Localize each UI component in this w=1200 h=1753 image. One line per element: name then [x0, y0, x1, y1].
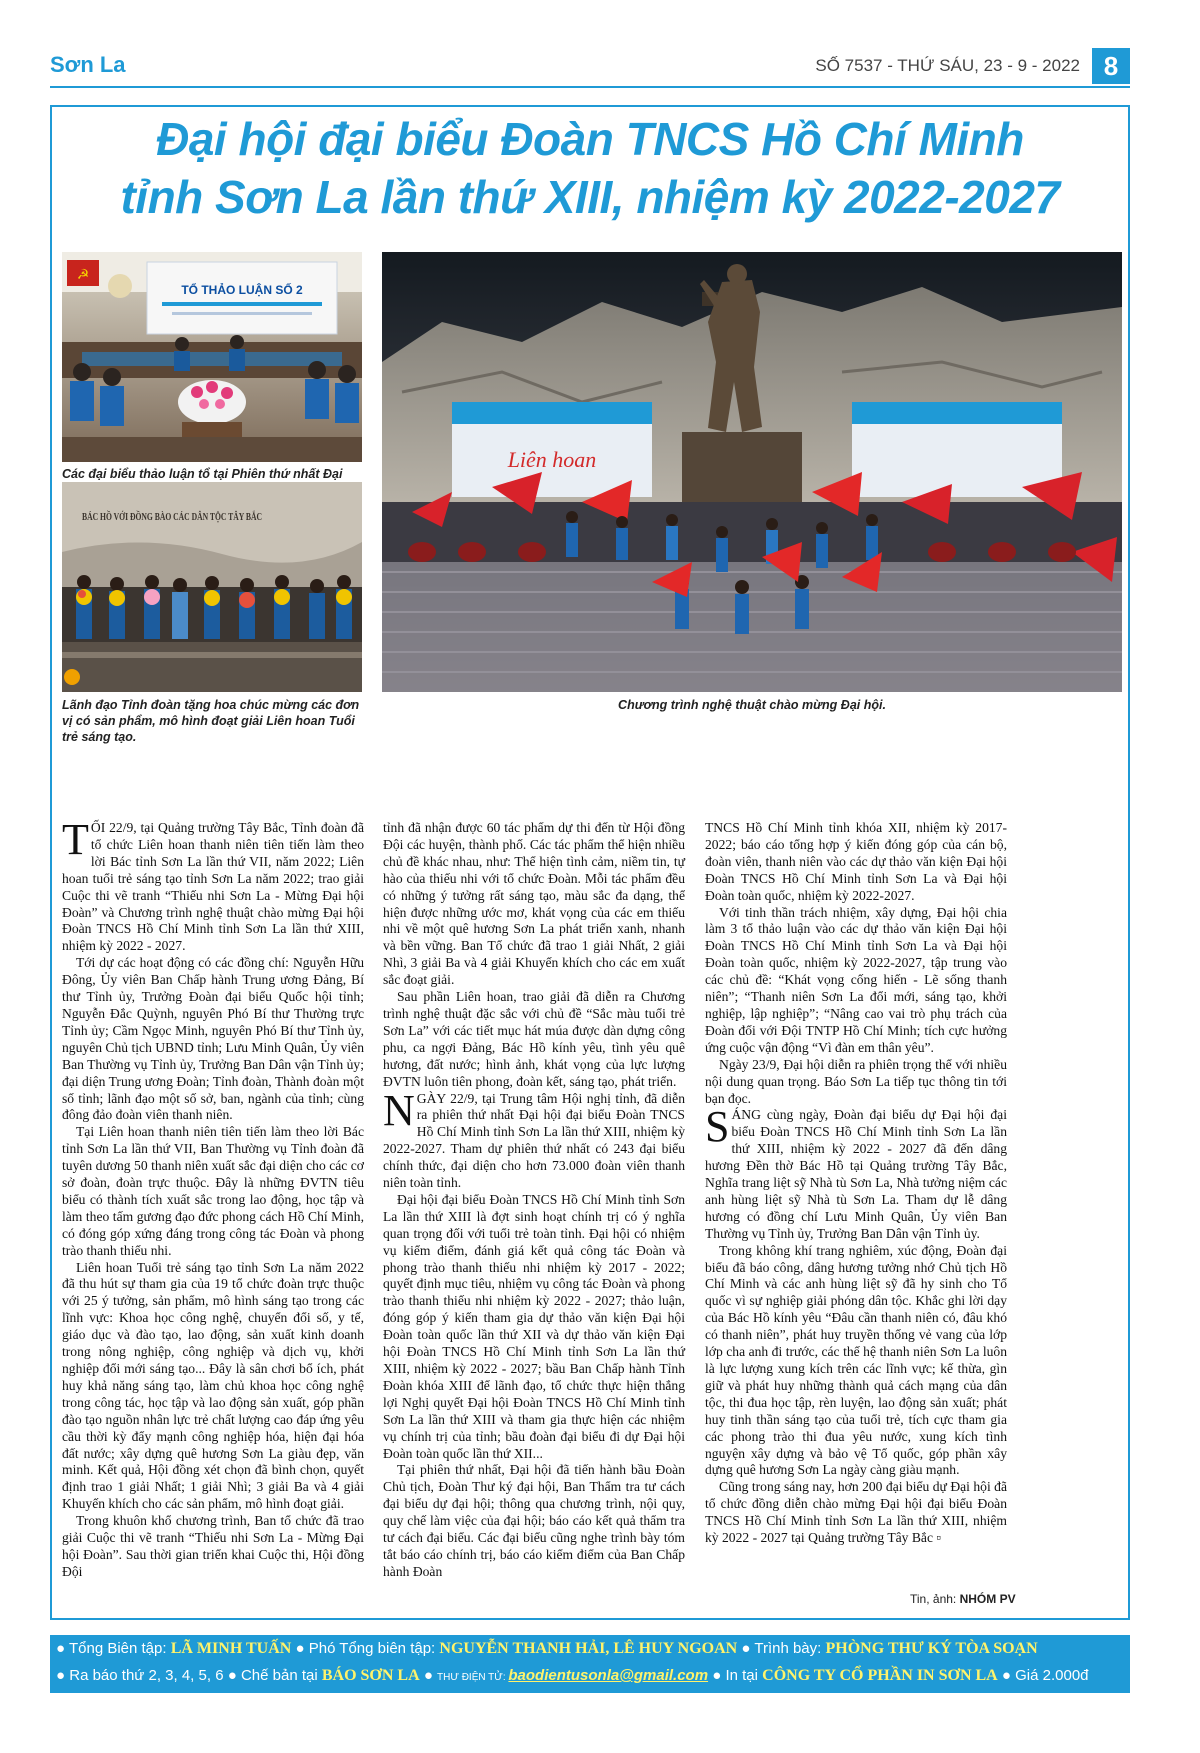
article-paragraph [705, 1057, 1007, 1108]
article-paragraph [62, 1124, 364, 1259]
article-paragraph [705, 1243, 1007, 1480]
footer-bullet: ● [712, 1667, 726, 1684]
footer-line-2 [56, 1667, 1089, 1685]
issue-info: SỐ 7537 - THỨ SÁU, 23 - 9 - 2022 [815, 56, 1080, 75]
masthead-footer [50, 1635, 1130, 1693]
photo-award-ceremony [62, 482, 362, 692]
caption-discussion: Các đại biểu thảo luận tổ tại Phiên thứ nhất Đại [62, 467, 343, 481]
email-label: THƯ ĐIỆN TỬ: [437, 1672, 509, 1683]
paragraph-text: Tại Liên hoan thanh niên tiên tiến làm theo lời Bác tỉnh Sơn La lần thứ VII, Ban Thường vụ Tỉnh đoàn đã tuyên dương 50 thanh niên xuất sắc đại diện cho các cơ sở đoàn, đoàn trực thuộc. Đây là những ĐVTN tiêu biểu có thành tích xuất sắc trong lao động, học tập và làm theo tấm gương đạo đức phong cách Hồ Chí Minh, có đóng góp xứng đáng trong công tác Đoàn và phong trào thanh thiếu nhi. [62, 1124, 364, 1258]
article-paragraph [62, 1260, 364, 1514]
title-line-2: tỉnh Sơn La lần thứ XIII, nhiệm kỳ 2022-2027 [120, 171, 1060, 223]
article-paragraph [383, 820, 685, 989]
paragraph-text: Cũng trong sáng nay, hơn 200 đại biểu dự Đại hội đã tổ chức đồng diễn chào mừng Đại hội đại biểu Đoàn TNCS Hồ Chí Minh tỉnh Sơn La lần thứ XIII, nhiệm kỳ 2022 - 2027 tại Quảng trường Tây Bắc ▫ [705, 1479, 1007, 1546]
deputy-label: Phó Tổng biên tập: [308, 1640, 440, 1657]
discussion-stage-text: TỔ THẢO LUẬN SỐ 2 [181, 283, 303, 297]
article-column-1 [62, 815, 364, 1581]
photo-discussion-group [62, 252, 362, 462]
award-photo-graphic [62, 482, 362, 692]
article-paragraph [383, 1462, 685, 1580]
article-paragraph [383, 1085, 685, 1192]
paragraph-text: Ngày 23/9, Đại hội diễn ra phiên trọng thể với nhiều nội dung quan trọng. Báo Sơn La tiếp tục thông tin tới bạn đọc. [705, 1056, 1007, 1106]
paragraph-text: ỐI 22/9, tại Quảng trường Tây Bắc, Tỉnh đoàn đã tổ chức Liên hoan thanh niên tiên tiến làm theo lời Bác tỉnh Sơn La lần thứ VII, năm 2022; Liên hoan tuổi trẻ sáng tạo tỉnh Sơn La năm 2022; trao giải Cuộc thi vẽ tranh “Thiếu nhi Sơn La - Mừng Đại hội Đoàn” và Chương trình nghệ thuật chào mừng Đại hội Đoàn TNCS Hồ Chí Minh tỉnh Sơn La lần thứ XIII, nhiệm kỳ 2022 - 2027. [62, 820, 364, 954]
title-line-1: Đại hội đại biểu Đoàn TNCS Hồ Chí Minh [156, 113, 1024, 165]
footer-bullet: ● [295, 1640, 309, 1657]
paragraph-text: ÁNG cùng ngày, Đoàn đại biểu dự Đại hội đại biểu Đoàn TNCS Hồ Chí Minh tỉnh Sơn La lần thứ XIII, nhiệm kỳ 2022 - 2027 đã đến dâng hương Đền thờ Bác Hồ tại Quảng trường Tây Bắc, Nghĩa trang liệt sỹ Nhà tù Sơn La, Nhà tưởng niệm các anh hùng liệt sỹ Nhà tù Sơn La. Tham dự lễ dâng hương có đồng chí Lưu Minh Quân, Ủy viên Ban Thường vụ Tỉnh ủy, Trưởng Ban Dân vận Tỉnh ủy. [705, 1107, 1007, 1241]
footer-bullet: ● [1001, 1667, 1016, 1684]
price-text: Giá 2.000đ [1015, 1667, 1089, 1684]
paragraph-text: Trong không khí trang nghiêm, xúc động, Đoàn đại biểu đã báo công, dâng hương tưởng nhớ Chủ tịch Hồ Chí Minh và các anh hùng liệt sỹ đã hy sinh cho Tổ quốc vì sự nghiệp giải phóng dân tộc. Khắc ghi lời dạy của Bác Hồ kính yêu “Đâu cần thanh niên có, đâu khó có thanh niên”, phát huy truyền thống vẻ vang của lớp lớp cha anh đi trước, các thế hệ thanh niên Sơn La luôn là lực lượng xung kích trên các lĩnh vực; kế thừa, gìn giữ và phát huy những thành quả cách mạng của dân tộc, thi đua học tập, rèn luyện, lao động sản xuất; phát huy tinh thần sáng tạo của tuổi trẻ, tích cực tham gia các phong trào thi đua yêu nước, xung kích tình nguyện xây dựng và bảo vệ Tổ quốc, góp phần xây dựng quê hương Sơn La ngày càng giàu mạnh. [705, 1242, 1007, 1478]
svg-text:☭: ☭ [76, 267, 90, 283]
paragraph-text: GÀY 22/9, tại Trung tâm Hội nghị tỉnh, đã diễn ra phiên thứ nhất Đại hội đại biểu Đoàn TNCS Hồ Chí Minh tỉnh Sơn La lần thứ XIII, nhiệm kỳ 2022-2027. Tham dự phiên thứ nhất có 243 đại biểu chính thức, đại diện cho hơn 73.000 đoàn viên thanh niên toàn tỉnh. [383, 1090, 685, 1191]
header-rule [50, 86, 1130, 88]
page-header [50, 48, 1130, 88]
footer-bullet: ● [741, 1640, 755, 1657]
footer-line-1 [56, 1640, 1038, 1658]
typeset-label: Chế bản tại [240, 1667, 322, 1684]
editor-value: LÃ MINH TUẤN [170, 1640, 292, 1657]
performance-banner-text: Liên hoan [507, 447, 597, 472]
paragraph-text: Liên hoan Tuổi trẻ sáng tạo tỉnh Sơn La năm 2022 đã thu hút sự tham gia của 19 tổ chức đoàn trực thuộc với 25 ý tưởng, sản phẩm, mô hình sáng tạo trong các lĩnh vực: Khoa học công nghệ, chuyển đổi số, y tế, giáo dục và đào tạo, lao động, sản xuất kinh doanh trong nông nghiệp, công nghiệp và dịch vụ, khởi nghiệp đổi mới sáng tạo... Đây là sân chơi bổ ích, phát huy khả năng sáng tạo, làm chủ khoa học công nghệ trong công tác, học tập và lao động sản xuất, góp phần đào tạo nguồn nhân lực trẻ chất lượng cao đáp ứng yêu cầu thời kỳ đẩy mạnh công nghiệp hóa, hiện đại hóa đất nước; xây dựng quê hương Sơn La giàu đẹp, văn minh. Kết quả, Hội đồng xét chọn đã bình chọn, quyết định trao 1 giải Nhất; 1 giải Nhì; 3 giải Ba và 4 giải Khuyến khích cho các sản phẩm, mô hình đoạt giải. [62, 1259, 364, 1512]
article-column-3 [705, 820, 1007, 1547]
newspaper-brand: Sơn La [50, 52, 126, 77]
discussion-photo-graphic [62, 252, 362, 462]
email-link[interactable]: baodientusonla@gmail.com [508, 1667, 709, 1684]
drop-cap: T [62, 815, 89, 864]
typeset-value: BÁO SƠN LA [321, 1667, 420, 1684]
schedule-text: Ra báo thứ 2, 3, 4, 5, 6 [69, 1667, 224, 1684]
footer-bullet: ● [227, 1667, 241, 1684]
article-paragraph [705, 820, 1007, 905]
paragraph-text: Tại phiên thứ nhất, Đại hội đã tiến hành bầu Đoàn Chủ tịch, Đoàn Thư ký đại hội, Ban Thẩm tra tư cách đại biểu dự đại hội; thông qua chương trình, nội quy, quy chế làm việc của đại hội; báo cáo kết quả thẩm tra tư cách đại biểu. Các đại biểu cũng nghe trình bày tóm tắt báo cáo chính trị, báo cáo kiểm điểm của Ban Chấp hành Đoàn [383, 1462, 685, 1579]
paragraph-text: Đại hội đại biểu Đoàn TNCS Hồ Chí Minh tỉnh Sơn La lần thứ XIII là đợt sinh hoạt chính trị có ý nghĩa quan trọng đối với tuổi trẻ toàn tỉnh. Đại hội có nhiệm vụ kiểm điểm, đánh giá kết quả công tác Đoàn và phong trào thanh thiếu nhi nhiệm kỳ 2017 - 2022; quyết định mục tiêu, nhiệm vụ công tác Đoàn và phong trào thanh thiếu nhi nhiệm kỳ 2022 - 2027; thảo luận, đóng góp ý kiến tham gia dự thảo văn kiện Đại hội Đoàn toàn quốc lần thứ XII và dự thảo văn kiện Đại hội Đoàn TNCS Hồ Chí Minh tỉnh Sơn La lần thứ XIII, nhiệm kỳ 2022 - 2027; bầu Ban Chấp hành Tỉnh Đoàn khóa XIII để lãnh đạo, tổ chức thực hiện thắng lợi Nghị quyết Đại hội Đoàn TNCS Hồ Chí Minh tỉnh Sơn La lần thứ XIII và tham gia thực hiện các nhiệm vụ chính trị của tỉnh; bầu đoàn đại biểu đi dự Đại hội Đoàn toàn quốc lần thứ XII... [383, 1191, 685, 1461]
drop-cap: N [383, 1085, 415, 1135]
paragraph-text: Tới dự các hoạt động có các đồng chí: Nguyễn Hữu Đông, Ủy viên Ban Chấp hành Trung ương Đảng, Bí thư Tỉnh ủy, Trưởng Đoàn đại biểu Quốc hội tỉnh; Nguyễn Đắc Quỳnh, nguyên Phó Bí thư Thường trực Tỉnh ủy; Cầm Ngọc Minh, nguyên Phó Bí thư Tỉnh ủy, nguyên Chủ tịch UBND tỉnh; Lưu Minh Quân, Ủy viên Ban Thường vụ Tỉnh ủy, Trưởng Ban Dân vận Tỉnh ủy; đại diện Trung ương Đoàn; Tỉnh đoàn, Thành đoàn một số tỉnh; lãnh đạo một số sở, ban, ngành của tỉnh; cùng đông đảo đoàn viên thanh niên. [62, 955, 364, 1123]
paragraph-text: Sau phần Liên hoan, trao giải đã diễn ra Chương trình nghệ thuật đặc sắc với chủ đề “Sắc màu tuổi trẻ Sơn La” với các tiết mục hát múa được dàn dựng công phu, ca ngợi Đảng, Bác Hồ kính yêu, tình yêu quê hương, đất nước; hình ảnh, khát vọng của lực lượng ĐVTN luôn tiên phong, đoàn kết, sáng tạo, phát triển. [383, 989, 685, 1089]
footer-bullet: ● [56, 1667, 70, 1684]
article-paragraph [383, 1192, 685, 1463]
caption-performance: Chương trình nghệ thuật chào mừng Đại hội. [618, 698, 886, 712]
article-paragraph [705, 1102, 1007, 1242]
page-number: 8 [1092, 48, 1130, 84]
article-column-2 [383, 820, 685, 1581]
paragraph-text: Với tinh thần trách nhiệm, xây dựng, Đại hội chia làm 3 tổ thảo luận vào các dự thảo văn kiện Đại hội Đoàn TNCS Hồ Chí Minh tỉnh Sơn La và Đại hội Đoàn toàn quốc, nhiệm kỳ 2022-2027, tập trung vào các chủ đề: “Khát vọng cống hiến - Lẽ sống thanh niên”; “Thanh niên Sơn La đổi mới, sáng tạo, khởi nghiệp, lập nghiệp”; “Nâng cao vai trò phụ trách của Đoàn đối với Đội TNTP Hồ Chí Minh; tích cực hưởng ứng cuộc vận động “Vì đàn em thân yêu”. [705, 904, 1007, 1055]
footer-bullet: ● [56, 1640, 69, 1657]
article-paragraph [62, 955, 364, 1124]
article-paragraph [62, 815, 364, 955]
credit-name: NHÓM PV [959, 1592, 1016, 1606]
article-paragraph [383, 989, 685, 1090]
paragraph-text: tỉnh đã nhận được 60 tác phẩm dự thi đến từ Hội đồng Đội các huyện, thành phố. Các tác phẩm thể hiện nhiều chủ đề khác nhau, như: Thể hiện tình cảm, niềm tin, tự hào của thiếu nhi với tổ chức Đoàn. Mỗi tác phẩm đều có những ý tưởng rất sáng tạo, màu sắc đa dạng, thể hiện được những ước mơ, khát vọng của các em thiếu nhi về một quê hương Sơn La phát triển xanh, nhanh và bền vững. Ban Tổ chức đã trao 1 giải Nhất, 2 giải Nhì, 3 giải Ba và 4 giải Khuyến khích cho các em xuất sắc đoạt giải. [383, 820, 685, 988]
editor-label: Tổng Biên tập: [68, 1640, 171, 1657]
printer-value: CÔNG TY CỔ PHẦN IN SƠN LA [762, 1667, 998, 1684]
footer-bullet: ● [423, 1667, 438, 1684]
performance-photo-graphic [382, 252, 1122, 692]
credit-label: Tin, ảnh: [910, 1592, 957, 1606]
article-paragraph [705, 1479, 1007, 1547]
layout-label: Trình bày: [754, 1640, 826, 1657]
caption-award: Lãnh đạo Tỉnh đoàn tặng hoa chúc mừng các đơn vị có sản phẩm, mô hình đoạt giải Liên hoan Tuổi trẻ sáng tạo. [62, 698, 360, 744]
drop-cap: S [705, 1102, 730, 1152]
printer-label: In tại [725, 1667, 763, 1684]
photo-art-performance [382, 252, 1122, 692]
paragraph-text: TNCS Hồ Chí Minh tỉnh khóa XII, nhiệm kỳ 2017-2022; báo cáo tổng hợp ý kiến đóng góp của cán bộ, đoàn viên, thanh niên vào các dự thảo văn kiện Đại hội Đoàn TNCS Hồ Chí Minh tỉnh Sơn La và Đại hội Đoàn toàn quốc, nhiệm kỳ 2022-2027. [705, 820, 1007, 903]
deputy-value: NGUYỄN THANH HẢI, LÊ HUY NGOAN [439, 1640, 738, 1657]
paragraph-text: Trong khuôn khổ chương trình, Ban tổ chức đã trao giải Cuộc thi vẽ tranh “Thiếu nhi Sơn La - Mừng Đại hội Đoàn”. Sau thời gian triển khai Cuộc thi, Hội đồng Đội [62, 1513, 364, 1579]
article-paragraph [62, 1513, 364, 1581]
award-wall-text: BÁC HỒ VỚI ĐỒNG BÀO CÁC DÂN TỘC TÂY BẮC [82, 511, 342, 523]
layout-value: PHÒNG THƯ KÝ TÒA SOẠN [825, 1640, 1038, 1657]
article-paragraph [705, 905, 1007, 1057]
article-title [60, 110, 1120, 226]
article-credit [910, 1592, 1016, 1606]
